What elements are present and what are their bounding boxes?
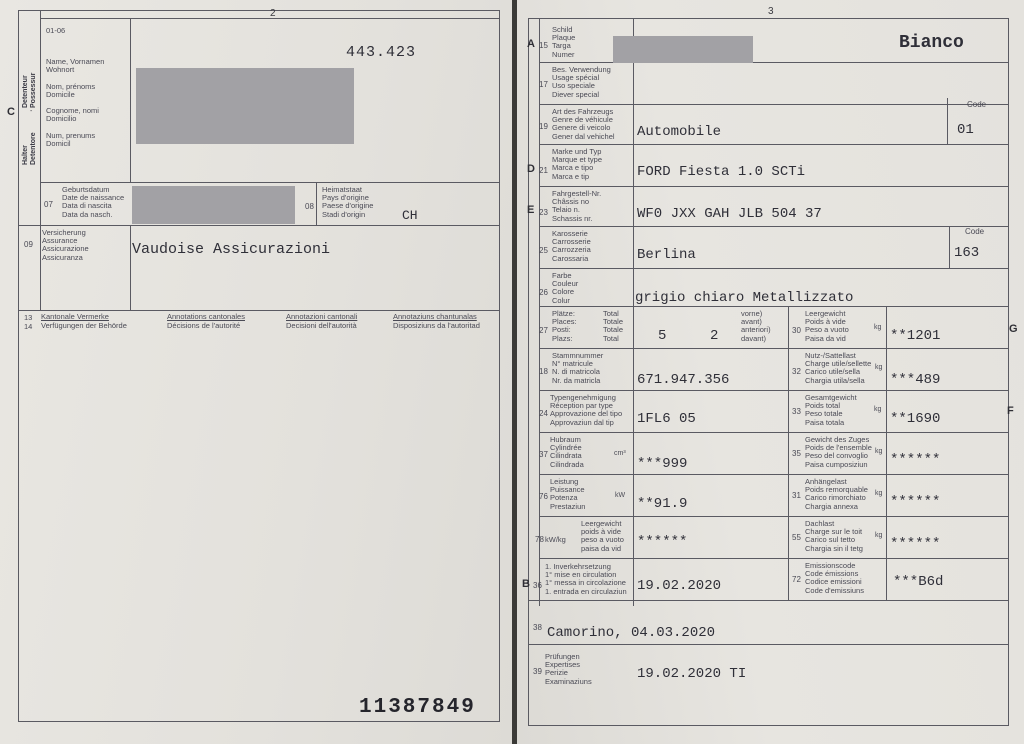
field-num-36: 36	[533, 581, 542, 590]
field-num-26: 26	[539, 288, 548, 297]
document-number: 11387849	[359, 696, 476, 719]
field-num-09: 09	[24, 240, 33, 249]
origin-labels: Heimatstaat Pays d'origine Paese d'origine Stadi d'origin	[322, 185, 374, 219]
displacement-labels: Hubraum Cylindrée Cilindrata Cilindrada	[550, 435, 584, 469]
first-registration-labels: 1. Inverkehrsetzung 1° mise en circulation 1° messa in circolazione 1. entrada en circulaziun	[545, 562, 627, 596]
vertical-label-top: Detenteur Possessur	[22, 72, 37, 108]
kw-per-kg-labels: Leergewicht poids à vide peso a vuoto paisa da vid	[581, 519, 624, 553]
field-num-19: 19	[539, 122, 548, 131]
field-num-72: 72	[792, 575, 801, 584]
kw-per-kg-value: ******	[637, 534, 688, 550]
field-num-33: 33	[792, 407, 801, 416]
seats-total-labels: Total Totale Totale Total	[603, 309, 624, 343]
side-letter-e: E	[527, 204, 535, 216]
annotation-col3-title: Annotazioni cantonali	[286, 312, 358, 321]
roof-load-labels: Dachlast Charge sur le toit Carico sul tetto Chargia sin il tetg	[805, 519, 863, 553]
side-letter-a: A	[527, 38, 535, 50]
side-letter-b: B	[522, 578, 530, 590]
body-labels: Karosserie Carrosserie Carrozzeria Carossaria	[552, 229, 591, 263]
type-approval-value: 1FL6 05	[637, 411, 696, 427]
plate-labels: Schild Plaque Targa Numer	[552, 25, 576, 59]
field-num-07: 07	[44, 200, 53, 209]
make-labels: Marke und Typ Marque et type Marca e tipo Marca e tip	[552, 147, 603, 181]
matricule-labels: Stammnummer N° matricule N. di matricola Nr. da matricla	[552, 351, 604, 385]
power-labels: Leistung Puissance Potenza Prestaziun	[550, 477, 586, 511]
side-letter-g: G	[1009, 323, 1018, 335]
total-weight-value: **1690	[890, 411, 941, 427]
seats-total-value: 5	[658, 328, 667, 344]
annotation-col4-sub: Disposiziuns da l'autoritad	[393, 321, 480, 330]
annotation-col4-title: Annotaziuns chantunalas	[393, 312, 477, 321]
redacted-plate-number	[613, 36, 753, 63]
inspection-value: 19.02.2020 TI	[637, 666, 747, 682]
insurance-value: Vaudoise Assicurazioni	[132, 241, 331, 258]
field-num-35: 35	[792, 449, 801, 458]
empty-weight-unit: kg	[874, 324, 882, 331]
emission-value: ***B6d	[893, 574, 944, 590]
vertical-label-dash: -	[30, 108, 33, 115]
power-value: **91.9	[637, 496, 688, 512]
body-code: 163	[954, 245, 980, 261]
vehicle-kind-code: 01	[957, 122, 974, 138]
field-num-37: 37	[539, 450, 548, 459]
emission-labels: Emissionscode Code émissions Codice emissioni Code d'emissiuns	[805, 561, 864, 595]
kw-per-kg-unit: kW/kg	[545, 535, 566, 544]
train-weight-value: ******	[890, 452, 941, 468]
train-weight-labels: Gewicht des Zuges Poids de l'ensemble Peso del convoglio Paisa cumposiziun	[805, 435, 872, 469]
side-letter-d: D	[527, 163, 535, 175]
displacement-unit: cm³	[614, 450, 626, 457]
field-num-27: 27	[539, 326, 548, 335]
holder-name-labels: Name, Vornamen Wohnort Nom, prénoms Domicile Cognome, nomi Domicilio Num, prenums Domicil	[46, 57, 105, 149]
plate-color-value: Bianco	[899, 33, 964, 53]
empty-weight-labels: Leergewicht Poids à vide Peso a vuoto Paisa da vid	[805, 309, 849, 343]
field-num-39: 39	[533, 667, 542, 676]
color-labels: Farbe Couleur Colore Colur	[552, 271, 579, 305]
field-num-15: 15	[539, 41, 548, 50]
field-num-25: 25	[539, 246, 548, 255]
trailer-load-unit: kg	[875, 490, 883, 497]
place-date-value: Camorino, 04.03.2020	[547, 625, 716, 641]
seats-front-value: 2	[710, 328, 719, 344]
vehicle-kind-labels: Art des Fahrzeugs Genre de véhicule Genere di veicolo Gener dal vehichel	[552, 107, 615, 141]
chassis-value: WF0 JXX GAH JLB 504 37	[637, 206, 822, 222]
seats-labels: Plätze: Places: Posti: Plazs:	[552, 309, 577, 343]
page-number-left: 2	[270, 8, 276, 19]
vertical-label-bottom: Halter Detentore	[22, 132, 37, 165]
redacted-birthdate	[132, 186, 295, 224]
payload-value: ***489	[890, 372, 941, 388]
field-num-31: 31	[792, 491, 801, 500]
field-num-30: 30	[792, 326, 801, 335]
roof-load-unit: kg	[875, 532, 883, 539]
field-num-24: 24	[539, 409, 548, 418]
field-num-14: 14	[24, 322, 33, 331]
origin-value: CH	[402, 208, 418, 223]
field-num-78: 78	[535, 535, 544, 544]
field-num-13: 13	[24, 313, 33, 322]
first-registration-value: 19.02.2020	[637, 578, 722, 594]
field-num-08: 08	[305, 202, 314, 211]
side-letter-f: F	[1007, 405, 1014, 417]
body-code-label: Code	[965, 227, 985, 236]
field-num-21: 21	[539, 166, 548, 175]
power-unit: kW	[615, 492, 626, 499]
annotation-col2-sub: Décisions de l'autorité	[167, 321, 241, 330]
chassis-labels: Fahrgestell-Nr. Châssis no Telaio n. Schassis nr.	[552, 189, 602, 223]
roof-load-value: ******	[890, 536, 941, 552]
field-num-17: 17	[539, 80, 548, 89]
side-letter-c: C	[7, 106, 15, 118]
payload-unit: kg	[875, 364, 883, 371]
body-value: Berlina	[637, 247, 696, 263]
total-weight-unit: kg	[874, 406, 882, 413]
trailer-load-value: ******	[890, 494, 941, 510]
trailer-load-labels: Anhängelast Poids remorquable Carico rimorchiato Chargia annexa	[805, 477, 868, 511]
page-number-right: 3	[768, 6, 774, 17]
redacted-holder-name	[136, 68, 354, 144]
annotation-col3-sub: Decisioni dell'autorità	[286, 321, 357, 330]
registration-number: 443.423	[346, 44, 417, 61]
right-page	[517, 0, 1024, 744]
field-num-76: 76	[539, 492, 548, 501]
inspection-labels: Prüfungen Expertises Perizie Examinaziuns	[545, 652, 592, 686]
field-num-55: 55	[792, 533, 801, 542]
annotation-col2-title: Annotations cantonales	[167, 312, 245, 321]
birthdate-labels: Geburtsdatum Date de naissance Data di nascita Data da nasch.	[62, 185, 125, 219]
annotation-col1-title: Kantonale Vermerke	[41, 312, 109, 321]
field-num-23: 23	[539, 208, 548, 217]
vehicle-kind-code-label: Code	[967, 100, 987, 109]
displacement-value: ***999	[637, 456, 688, 472]
matricule-value: 671.947.356	[637, 372, 730, 388]
vehicle-kind-value: Automobile	[637, 124, 722, 140]
type-approval-labels: Typengenehmigung Réception par type Approvazione del tipo Approvaziun dal tip	[550, 393, 623, 427]
field-num-32: 32	[792, 367, 801, 376]
total-weight-labels: Gesamtgewicht Poids total Peso totale Paisa totala	[805, 393, 857, 427]
annotation-col1-sub: Verfügungen der Behörde	[41, 321, 127, 330]
payload-labels: Nutz-/Sattellast Charge utile/sellette Carico utile/sella Chargia utila/sella	[805, 351, 872, 385]
field-num-38: 38	[533, 623, 542, 632]
field-num-18: 18	[539, 367, 548, 376]
code-header: 01-06	[46, 26, 66, 35]
make-value: FORD Fiesta 1.0 SCTi	[637, 164, 806, 180]
color-value: grigio chiaro Metallizzato	[635, 290, 854, 306]
empty-weight-value: **1201	[890, 328, 941, 344]
seats-front-labels: vorne) avant) anteriori) davant)	[741, 309, 771, 343]
train-weight-unit: kg	[875, 448, 883, 455]
insurance-labels: Versicherung Assurance Assicurazione Assicuranza	[42, 228, 89, 262]
special-use-labels: Bes. Verwendung Usage spécial Uso speciale Diever special	[552, 65, 611, 99]
